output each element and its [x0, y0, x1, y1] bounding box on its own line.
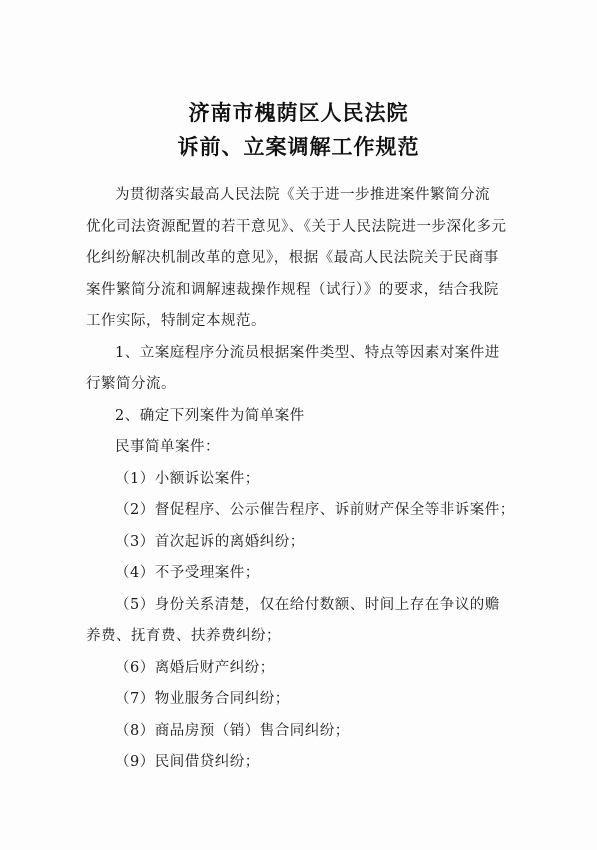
intro-line: 化纠纷解决机制改革的意见》，根据《最高人民法院关于民商事: [86, 250, 499, 266]
list-item: （5）身份关系清楚，仅在给付数额、时间上存在争议的赡: [115, 596, 500, 613]
list-item-continuation: 养费、抚育费、扶养费纠纷；: [86, 628, 281, 644]
list-item: （9）民间借贷纠纷；: [115, 754, 260, 770]
list-item: （1）小额诉讼案件；: [115, 470, 260, 487]
intro-paragraph: [86, 180, 516, 338]
document-body: [86, 180, 516, 779]
list-item: （6）离婚后财产纠纷；: [115, 659, 275, 676]
section-1-paragraph: [86, 338, 516, 401]
list-item: （7）物业服务合同纠纷；: [115, 691, 290, 707]
list-item: （8）商品房预（销）售合同纠纷；: [115, 722, 350, 739]
court-name-title: 济南市槐荫区人民法院: [188, 101, 409, 125]
intro-line: 优化司法资源配置的若干意见》、《关于人民法院进一步深化多元: [86, 218, 507, 235]
intro-line: 为贯彻落实最高人民法院《关于进一步推进案件繁简分流: [115, 187, 490, 203]
list-item: （2）督促程序、公示催告程序、诉前财产保全等非诉案件；: [115, 502, 515, 518]
section-2-heading: 2、确定下列案件为简单案件: [115, 407, 305, 424]
section-1-line: 行繁简分流。: [86, 376, 176, 392]
list-item: （3）首次起诉的离婚纠纷；: [115, 533, 305, 550]
civil-simple-cases-heading: 民事简单案件：: [115, 439, 220, 455]
list-item: （4）不予受理案件；: [115, 565, 260, 581]
regulation-title: 诉前、立案调解工作规范: [177, 135, 420, 159]
document-title: [0, 96, 597, 164]
intro-line: 案件繁简分流和调解速裁操作规程（试行）》的要求，结合我院: [86, 281, 499, 298]
intro-line: 工作实际，特制定本规范。: [86, 313, 266, 329]
simple-case-list: [86, 464, 516, 779]
section-1-line: 1、立案庭程序分流员根据案件类型、特点等因素对案件进: [115, 344, 500, 361]
